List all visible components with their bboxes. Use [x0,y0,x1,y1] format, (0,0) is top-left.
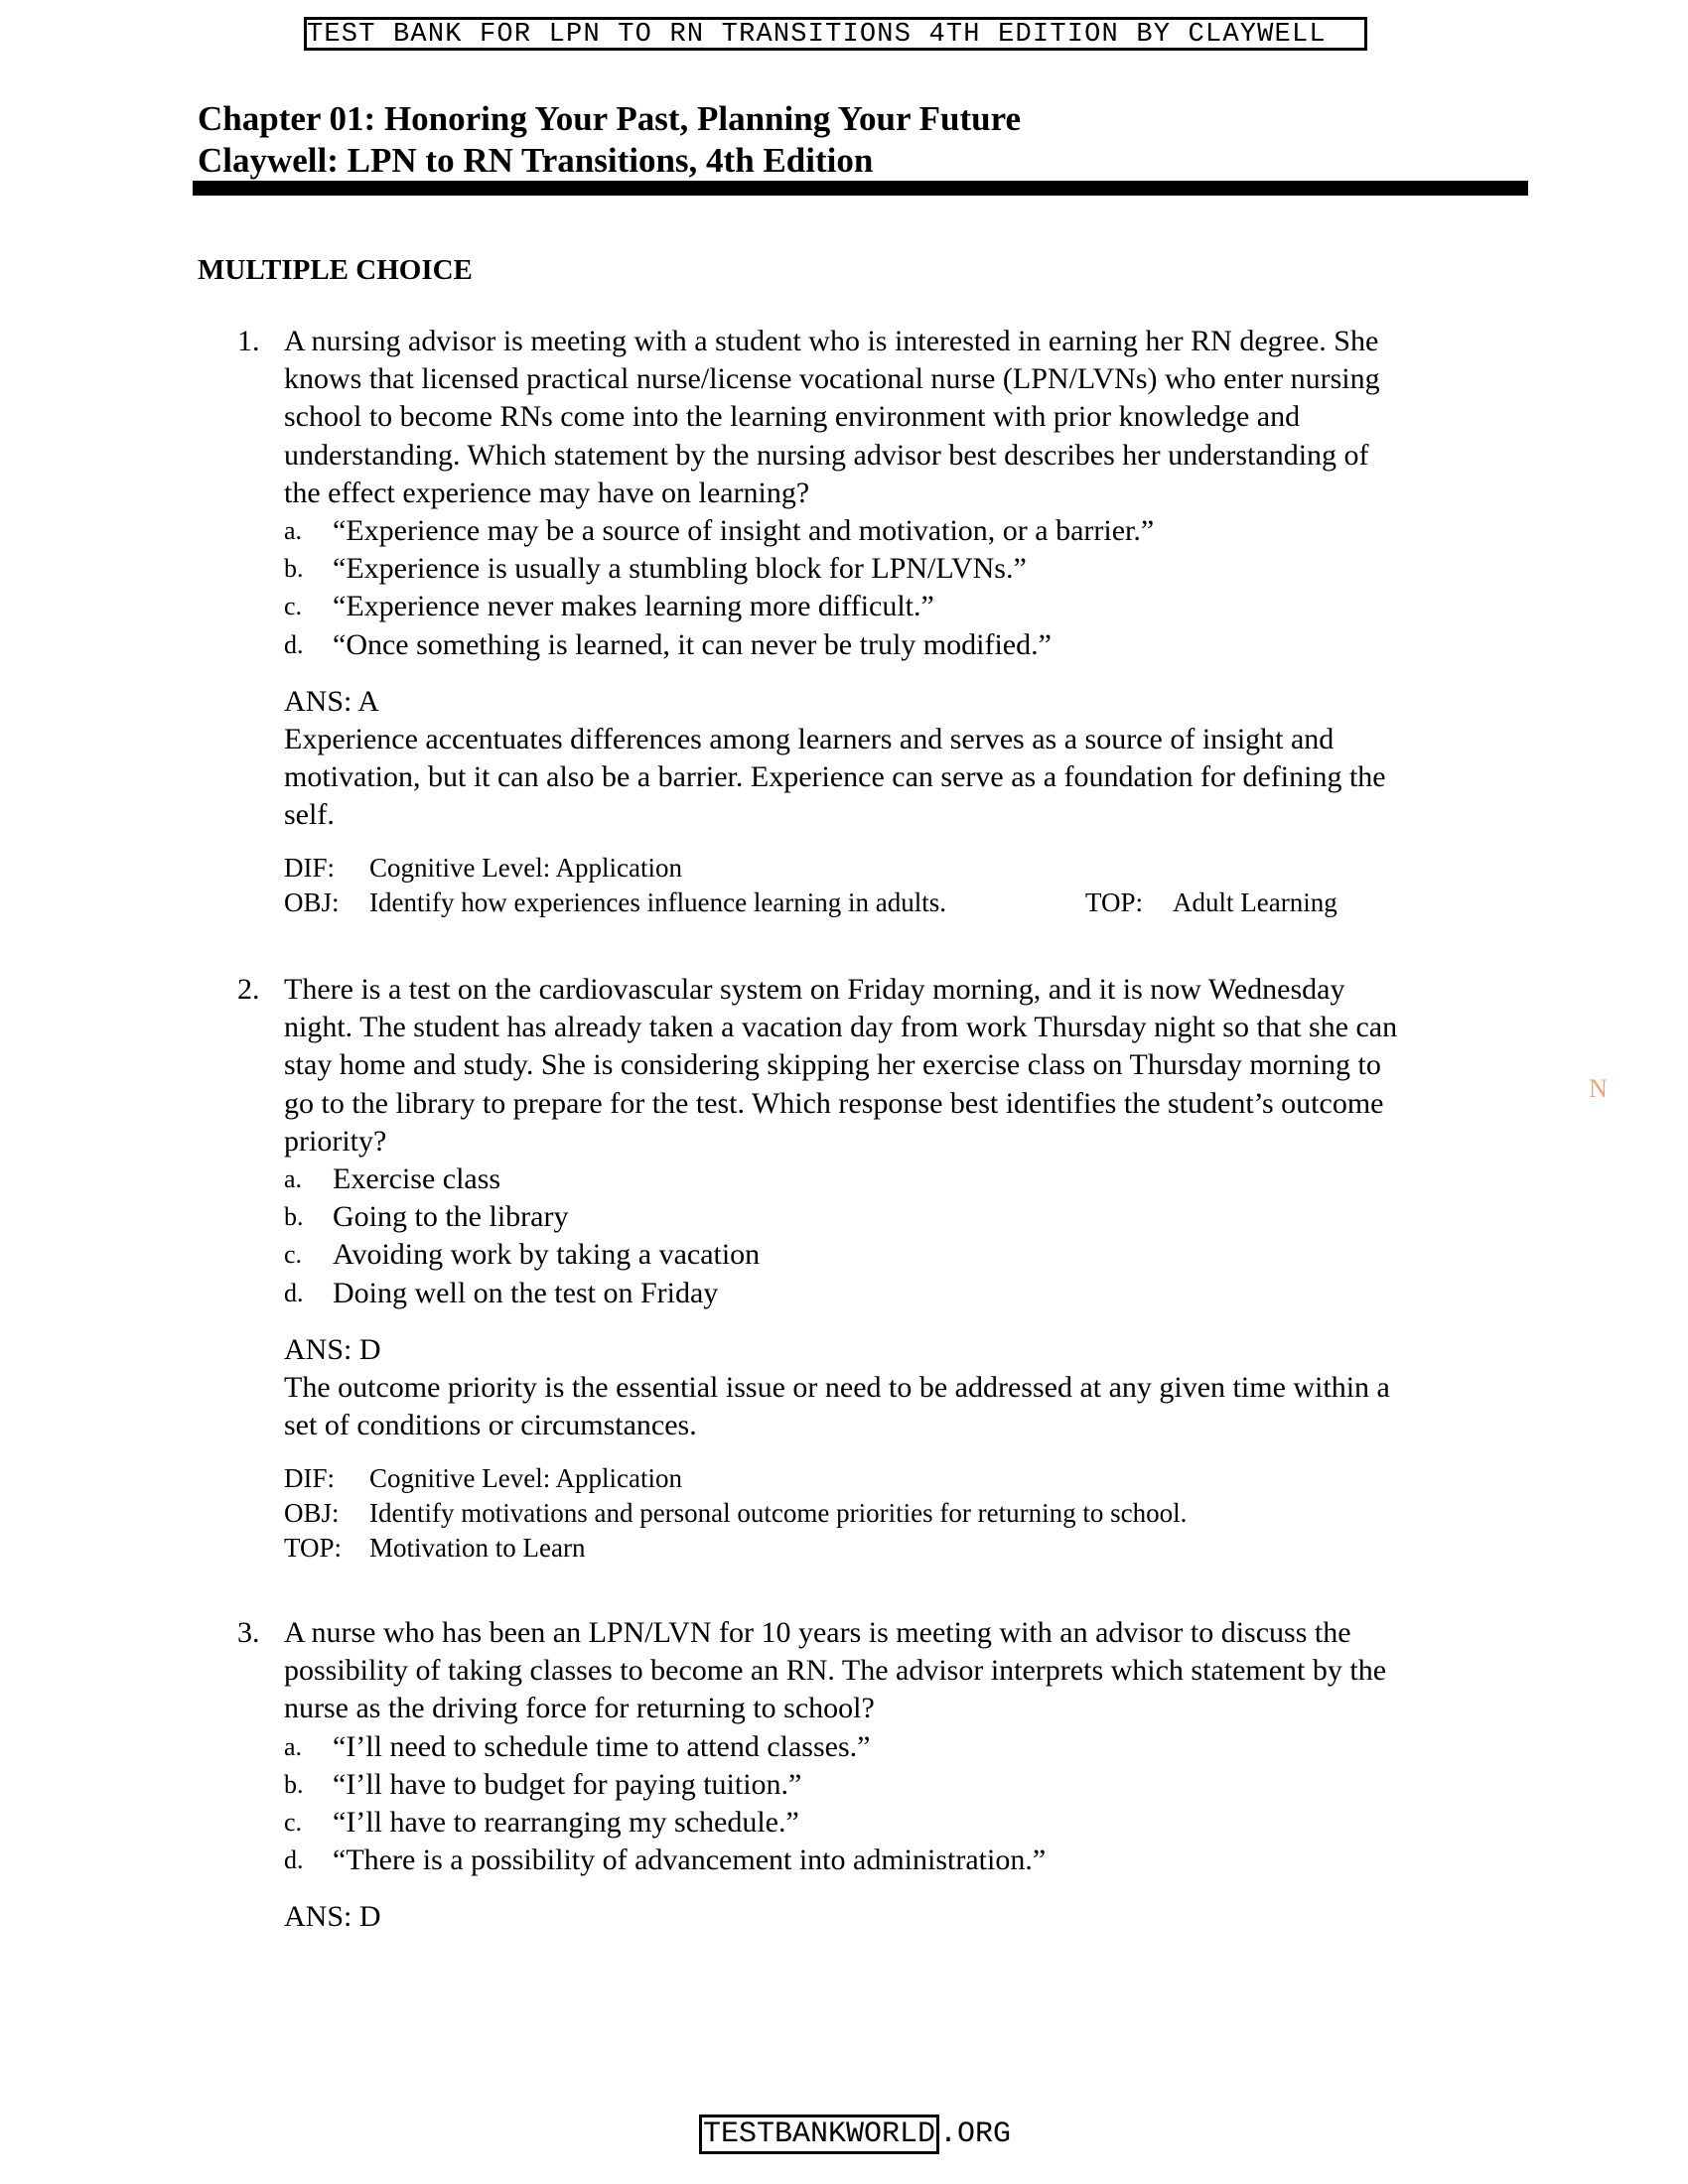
question-number: 1. [237,325,260,357]
option-letter: d. [284,629,304,659]
question-number: 3. [237,1616,260,1649]
objective-row [0,1496,1688,1531]
option-text: “Experience never makes learning more difficult.” [333,590,934,623]
stem-line [0,475,1688,512]
option-text: Avoiding work by taking a vacation [333,1238,761,1272]
question-number: 2. [237,973,260,1006]
option-text: “Experience is usually a stumbling block for LPN/LVNs.” [333,552,1027,586]
rationale-text: self. [284,798,335,832]
rationale-line [0,758,1688,796]
option-letter: b. [284,554,304,584]
rationale-line [0,1369,1688,1407]
answer-key [0,683,1688,721]
stem-line [0,360,1688,398]
answer-text: ANS: A [284,684,379,718]
question-3 [0,1614,1688,1937]
stem-text: the effect experience may have on learning? [284,476,810,509]
option-text: Exercise class [333,1161,501,1195]
footer-site-suffix: .ORG [939,2117,1012,2151]
stem-line [0,1690,1688,1727]
option-letter: d. [284,1845,304,1875]
top-value: Adult Learning [1173,887,1337,918]
footer-site-name: TESTBANKWORLD [699,2115,939,2154]
stem-text: A nurse who has been an LPN/LVN for 10 years is meeting with an advisor to discuss the [284,1616,1351,1649]
dif-label: DIF: [284,1463,336,1494]
dif-value: Cognitive Level: Application [369,1463,682,1494]
stem-line [0,323,1688,360]
answer-option [0,1275,1688,1312]
answer-key [0,1898,1688,1936]
top-value: Motivation to Learn [369,1533,586,1564]
rationale-text: The outcome priority is the essential issue or need to be addressed at any given time within a [284,1370,1390,1404]
difficulty-row [0,851,1688,886]
option-letter: a. [284,1163,303,1193]
rationale-text: set of conditions or circumstances. [284,1409,697,1442]
answer-option [0,1160,1688,1198]
obj-value: Identify how experiences influence learning in adults. [369,887,947,918]
stem-text: A nursing advisor is meeting with a student who is interested in earning her RN degree. She [284,325,1379,357]
stem-text: understanding. Which statement by the nursing advisor best describes her understanding of [284,438,1369,472]
option-letter: a. [284,515,303,545]
stem-text: night. The student has already taken a vacation day from work Thursday night so that she can [284,1011,1398,1044]
stem-text: nurse as the driving force for returning to school? [284,1692,875,1725]
rationale-line [0,796,1688,834]
chapter-title: Chapter 01: Honoring Your Past, Planning Your Future [198,99,1022,138]
option-letter: d. [284,1278,304,1307]
rationale-line [0,1407,1688,1444]
stray-mark: N [1589,1074,1608,1103]
option-text: “I’ll have to rearranging my schedule.” [333,1805,799,1839]
obj-label: OBJ: [284,887,340,918]
stem-text: priority? [284,1124,387,1158]
answer-option [0,1804,1688,1842]
stem-line [0,1085,1688,1123]
option-text: Doing well on the test on Friday [333,1276,719,1309]
stem-line [0,437,1688,475]
stem-text: go to the library to prepare for the test. Which response best identifies the student’s outcome [284,1086,1384,1120]
answer-option [0,550,1688,588]
option-text: “There is a possibility of advancement into administration.” [333,1843,1047,1877]
stem-line [0,971,1688,1009]
footer-watermark [699,2117,1011,2151]
stem-line [0,1123,1688,1160]
option-text: “I’ll have to budget for paying tuition.” [333,1767,802,1801]
answer-option [0,1236,1688,1274]
answer-text: ANS: D [284,1332,381,1366]
option-text: “I’ll need to schedule time to attend classes.” [333,1729,871,1763]
rationale-line [0,721,1688,758]
answer-option [0,512,1688,550]
dif-value: Cognitive Level: Application [369,853,682,884]
option-text: “Once something is learned, it can never be truly modified.” [333,627,1052,661]
topic-row [0,1531,1688,1566]
option-letter: a. [284,1731,303,1761]
option-letter: b. [284,1769,304,1799]
stem-text: knows that licensed practical nurse/license vocational nurse (LPN/LVNs) who enter nursing [284,362,1380,396]
question-1 [0,323,1688,920]
answer-option [0,1728,1688,1766]
objective-row [0,886,1688,920]
difficulty-row [0,1461,1688,1496]
top-label: TOP: [284,1533,343,1564]
option-text: “Experience may be a source of insight and motivation, or a barrier.” [333,513,1155,547]
stem-line [0,1046,1688,1084]
answer-option [0,1842,1688,1879]
stem-text: possibility of taking classes to become an RN. The advisor interprets which statement by the [284,1654,1387,1688]
option-letter: b. [284,1202,304,1232]
question-2 [0,971,1688,1566]
stem-line [0,1009,1688,1046]
answer-text: ANS: D [284,1900,381,1934]
title-divider [193,181,1528,196]
rationale-text: Experience accentuates differences among learners and serves as a source of insight and [284,722,1335,755]
obj-value: Identify motivations and personal outcome priorities for returning to school. [369,1498,1188,1529]
option-letter: c. [284,592,303,621]
answer-option [0,588,1688,625]
section-heading: MULTIPLE CHOICE [198,254,473,286]
answer-option [0,1198,1688,1236]
book-title: Claywell: LPN to RN Transitions, 4th Edition [198,141,874,180]
obj-label: OBJ: [284,1498,340,1529]
option-text: Going to the library [333,1200,569,1234]
stem-text: stay home and study. She is considering skipping her exercise class on Thursday morning to [284,1048,1381,1082]
top-label: TOP: [1085,887,1144,918]
answer-option [0,1766,1688,1804]
stem-text: There is a test on the cardiovascular system on Friday morning, and it is now Wednesday [284,973,1345,1006]
stem-line [0,1614,1688,1652]
answer-option [0,626,1688,664]
header-banner: TEST BANK FOR LPN TO RN TRANSITIONS 4TH EDITION BY CLAYWELL [304,17,1367,51]
stem-text: school to become RNs come into the learning environment with prior knowledge and [284,400,1301,434]
rationale-text: motivation, but it can also be a barrier. Experience can serve as a foundation for defining the [284,760,1386,794]
answer-key [0,1331,1688,1369]
option-letter: c. [284,1807,303,1837]
option-letter: c. [284,1240,303,1270]
dif-label: DIF: [284,853,336,884]
stem-line [0,1652,1688,1690]
stem-line [0,398,1688,436]
